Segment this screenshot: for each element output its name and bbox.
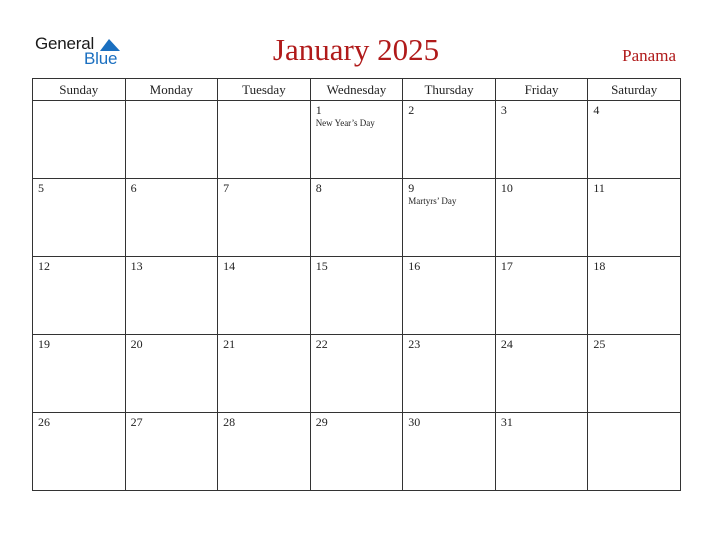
day-cell [33,101,126,179]
day-cell [310,257,403,335]
weekday-header-row [33,79,681,101]
day-cell [33,413,126,491]
day-number: 20 [130,337,143,351]
day-cell [403,413,496,491]
week-row [33,257,681,335]
day-cell [33,335,126,413]
weekday-header: Friday [495,79,588,101]
day-number: 21 [223,337,236,351]
calendar-title: January 2025 [272,32,440,67]
day-cell [218,335,311,413]
day-cell [403,257,496,335]
day-number: 26 [38,415,50,429]
day-cell [588,101,681,179]
day-number: 17 [500,259,513,273]
weekday-header: Wednesday [310,79,403,101]
day-cell [125,179,218,257]
weekday-header: Tuesday [218,79,311,101]
day-cell [310,335,403,413]
day-number: 24 [500,337,513,351]
day-number: 19 [38,337,50,351]
day-cell [218,179,311,257]
day-number: 28 [223,415,236,429]
calendar-grid [32,78,681,491]
day-number: 15 [315,259,328,273]
day-number: 4 [593,103,600,117]
day-number: 27 [130,415,143,429]
day-cell [588,335,681,413]
day-cell [403,179,496,257]
day-number: 22 [315,337,328,351]
day-cell [310,413,403,491]
day-number: 23 [408,337,421,351]
day-number: 16 [408,259,421,273]
weekday-header: Sunday [33,79,126,101]
day-cell [495,179,588,257]
day-cell [403,335,496,413]
day-number: 13 [130,259,143,273]
day-cell [310,101,403,179]
day-cell [495,413,588,491]
weekday-header: Saturday [588,79,681,101]
week-row [33,335,681,413]
day-cell [218,101,311,179]
day-number: 25 [593,337,606,351]
day-cell [33,179,126,257]
day-number: 7 [223,181,230,195]
logo-text-blue: Blue [84,49,118,68]
holiday-label: Martyrs’ Day [408,196,457,206]
day-cell [310,179,403,257]
day-cell [218,257,311,335]
day-cell [403,101,496,179]
weekday-header: Monday [125,79,218,101]
country-name: Panama [622,46,676,65]
day-number: 14 [223,259,236,273]
day-number: 2 [408,103,415,117]
week-row [33,179,681,257]
day-number: 11 [593,181,605,195]
day-number: 1 [315,103,322,117]
day-cell [495,257,588,335]
day-cell [588,413,681,491]
day-cell [588,257,681,335]
day-number: 18 [593,259,606,273]
week-row [33,413,681,491]
day-number: 3 [500,103,507,117]
day-number: 12 [38,259,50,273]
day-cell [588,179,681,257]
day-cell [125,257,218,335]
day-cell [125,335,218,413]
weekday-header: Thursday [403,79,496,101]
day-cell [125,101,218,179]
logo-text-general: General [35,34,95,53]
day-number: 31 [500,415,513,429]
day-cell [495,101,588,179]
day-cell [495,335,588,413]
calendar-body [33,101,681,491]
week-row [33,101,681,179]
day-number: 30 [408,415,421,429]
day-cell [33,257,126,335]
day-number: 9 [408,181,415,195]
day-number: 8 [315,181,322,195]
holiday-label: New Year’s Day [315,118,375,128]
day-number: 29 [315,415,328,429]
day-number: 5 [38,181,44,195]
day-number: 10 [500,181,513,195]
day-cell [125,413,218,491]
day-number: 6 [130,181,137,195]
day-cell [218,413,311,491]
